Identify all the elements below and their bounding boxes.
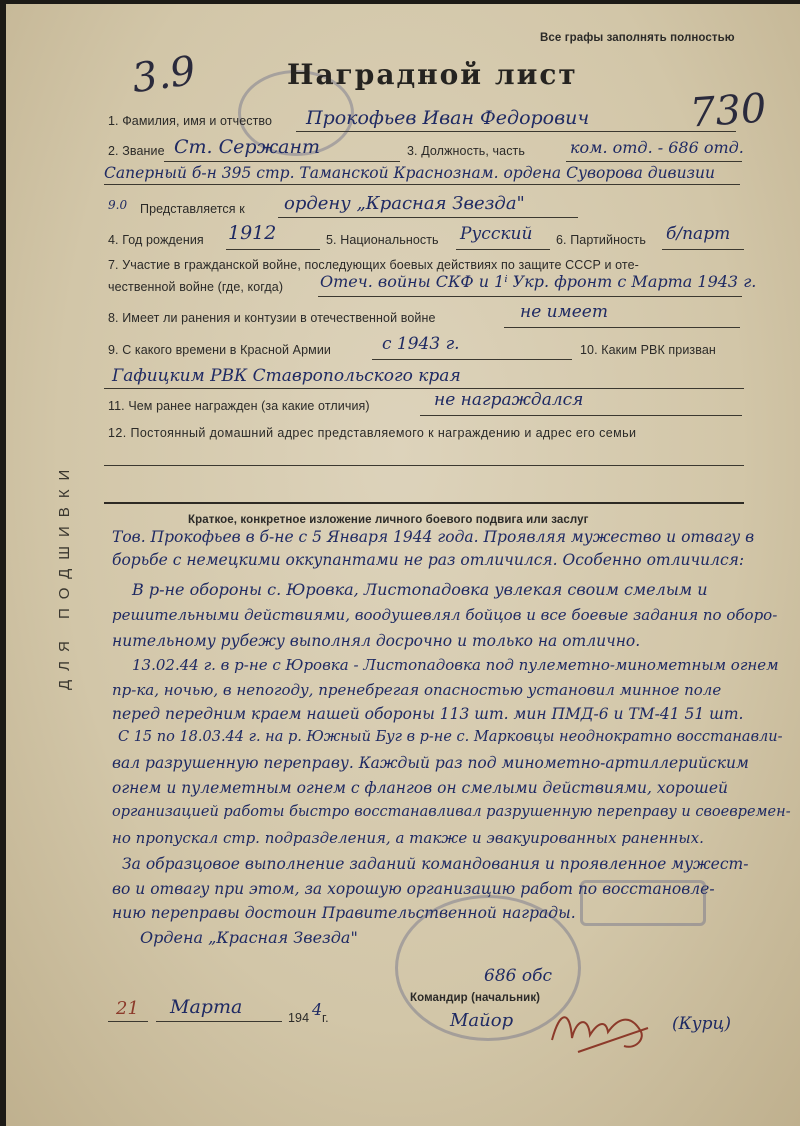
field-7-label-a: 7. Участие в гражданской войне, последующих боевых действиях по защите СССР и оте-	[108, 258, 639, 272]
narrative-line: С 15 по 18.03.44 г. на р. Южный Буг в р-не с. Марковцы неоднократно восстанавли-	[118, 729, 783, 745]
narrative-line: За образцовое выполнение заданий командования и проявленное мужест-	[122, 855, 749, 873]
signer-name: (Курц)	[672, 1014, 732, 1034]
commander-label: Командир (начальник)	[410, 992, 541, 1004]
field-11-value: не награждался	[434, 390, 584, 410]
section-title: Краткое, конкретное изложение личного боевого подвига или заслуг	[188, 514, 589, 526]
narrative-line: Ордена „Красная Звезда"	[140, 928, 358, 947]
field-4-value: 1912	[228, 222, 277, 244]
year-g: г.	[322, 1011, 329, 1025]
field-8-value: не имеет	[520, 302, 608, 322]
date-month-line	[156, 1021, 282, 1022]
narrative-line: вал разрушенную переправу. Каждый раз под минометно-артиллерийским	[112, 754, 749, 772]
narrative-line: но пропускал стр. подразделения, а также и эвакуированных раненных.	[112, 829, 704, 847]
field-9-line	[372, 359, 572, 360]
field-9-value: с 1943 г.	[382, 334, 460, 354]
field-1-label: 1. Фамилия, имя и отчество	[108, 114, 273, 128]
narrative-line: 13.02.44 г. в р-не с Юровка - Листопадовка под пулеметно-минометным огнем	[132, 656, 779, 674]
narrative-line: В р-не обороны с. Юровка, Листопадовка увлекая своим смелым и	[132, 580, 708, 599]
field-10-value: Гафицким РВК Ставропольского края	[112, 366, 461, 386]
field-7-line	[318, 296, 742, 297]
year-suffix: 4	[312, 1000, 323, 1019]
field-5-label: 5. Национальность	[326, 233, 439, 247]
field-6-value: б/парт	[666, 224, 731, 244]
date-day: 21	[116, 998, 139, 1019]
field-4-label: 4. Год рождения	[108, 233, 204, 247]
vertical-binding-label: ДЛЯ ПОДШИВКИ	[56, 460, 73, 690]
field-1-line	[296, 131, 736, 132]
field-11-line	[420, 415, 742, 416]
field-4-line	[226, 249, 320, 250]
field-12-label: 12. Постоянный домашний адрес представляемого к награждению и адрес его семьи	[108, 426, 637, 440]
field-9-label: 9. С какого времени в Красной Армии	[108, 343, 332, 357]
narrative-line: во и отвагу при этом, за хорошую организацию работ по восстановле-	[112, 880, 715, 898]
present-line	[278, 217, 578, 218]
field-7-label-b: чественной войне (где, когда)	[108, 280, 284, 294]
field-7-value: Отеч. войны СКФ и 1ⁱ Укр. фронт с Марта 1943 г.	[320, 272, 757, 291]
field-11-label: 11. Чем ранее награжден (за какие отличия)	[108, 399, 370, 413]
field-12-line-1	[104, 465, 744, 466]
field-2-label: 2. Звание	[108, 144, 165, 158]
narrative-line: решительными действиями, воодушевлял бойцов и все боевые задания по оборо-	[112, 606, 778, 624]
page-title: Наградной лист	[287, 58, 578, 91]
narrative-line: перед передним краем нашей обороны 113 шт. мин ПМД-6 и ТМ-41 51 шт.	[112, 705, 744, 723]
year-prefix: 194	[288, 1011, 310, 1025]
unit-number: 686 обс	[484, 966, 552, 986]
scan-border-left	[0, 0, 6, 1126]
narrative-line: нию переправы достоин Правительственной награды.	[112, 904, 576, 922]
corner-mark-left: 3.9	[129, 47, 199, 103]
narrative-line: Тов. Прокофьев в б-не с 5 Января 1944 года. Проявляя мужество и отвагу в	[112, 528, 755, 546]
header-note: Все графы заполнять полностью	[540, 32, 735, 44]
field-5-value: Русский	[460, 224, 533, 244]
narrative-line: пр-ка, ночью, в непогоду, пренебрегая опасностью установил минное поле	[112, 681, 722, 699]
field-10-line	[104, 388, 744, 389]
date-month: Марта	[170, 996, 243, 1018]
field-8-label: 8. Имеет ли ранения и контузии в отечественной войне	[108, 311, 436, 325]
field-2-value: Ст. Сержант	[174, 136, 321, 158]
narrative-line: нительному рубежу выполнял досрочно и только на отлично.	[112, 632, 641, 650]
field-1-value: Прокофьев Иван Федорович	[306, 107, 590, 129]
present-label: Представляется к	[140, 202, 245, 216]
corner-mark-right: 730	[688, 85, 768, 137]
field-5-line	[456, 249, 550, 250]
section-divider	[104, 502, 744, 504]
field-3-value: ком. отд. - 686 отд.	[570, 138, 744, 157]
scan-border-top	[0, 0, 800, 4]
narrative-line: организацией работы быстро восстанавливал разрушенную переправу и своевремен-	[112, 804, 791, 820]
narrative-line: борьбе с немецкими оккупантами не раз отличился. Особенно отличился:	[112, 551, 745, 569]
field-3-label: 3. Должность, часть	[407, 144, 525, 158]
field-10-label: 10. Каким РВК призван	[580, 343, 716, 357]
field-6-label: 6. Партийность	[556, 233, 646, 247]
field-6-line	[662, 249, 744, 250]
unit-line-rule	[104, 184, 740, 185]
date-day-line	[108, 1021, 148, 1022]
margin-note: 9.0	[108, 198, 128, 212]
unit-line: Саперный б-н 395 стр. Таманской Краснознам. ордена Суворова дивизии	[104, 164, 715, 182]
signature	[548, 1000, 658, 1060]
signer-rank: Майор	[450, 1010, 514, 1031]
field-3-line	[566, 161, 742, 162]
field-8-line	[504, 327, 740, 328]
field-2-line	[164, 161, 400, 162]
narrative-line: огнем и пулеметным огнем с флангов он смелыми действиями, хорошей	[112, 779, 728, 797]
present-value: ордену „Красная Звезда"	[284, 193, 525, 214]
